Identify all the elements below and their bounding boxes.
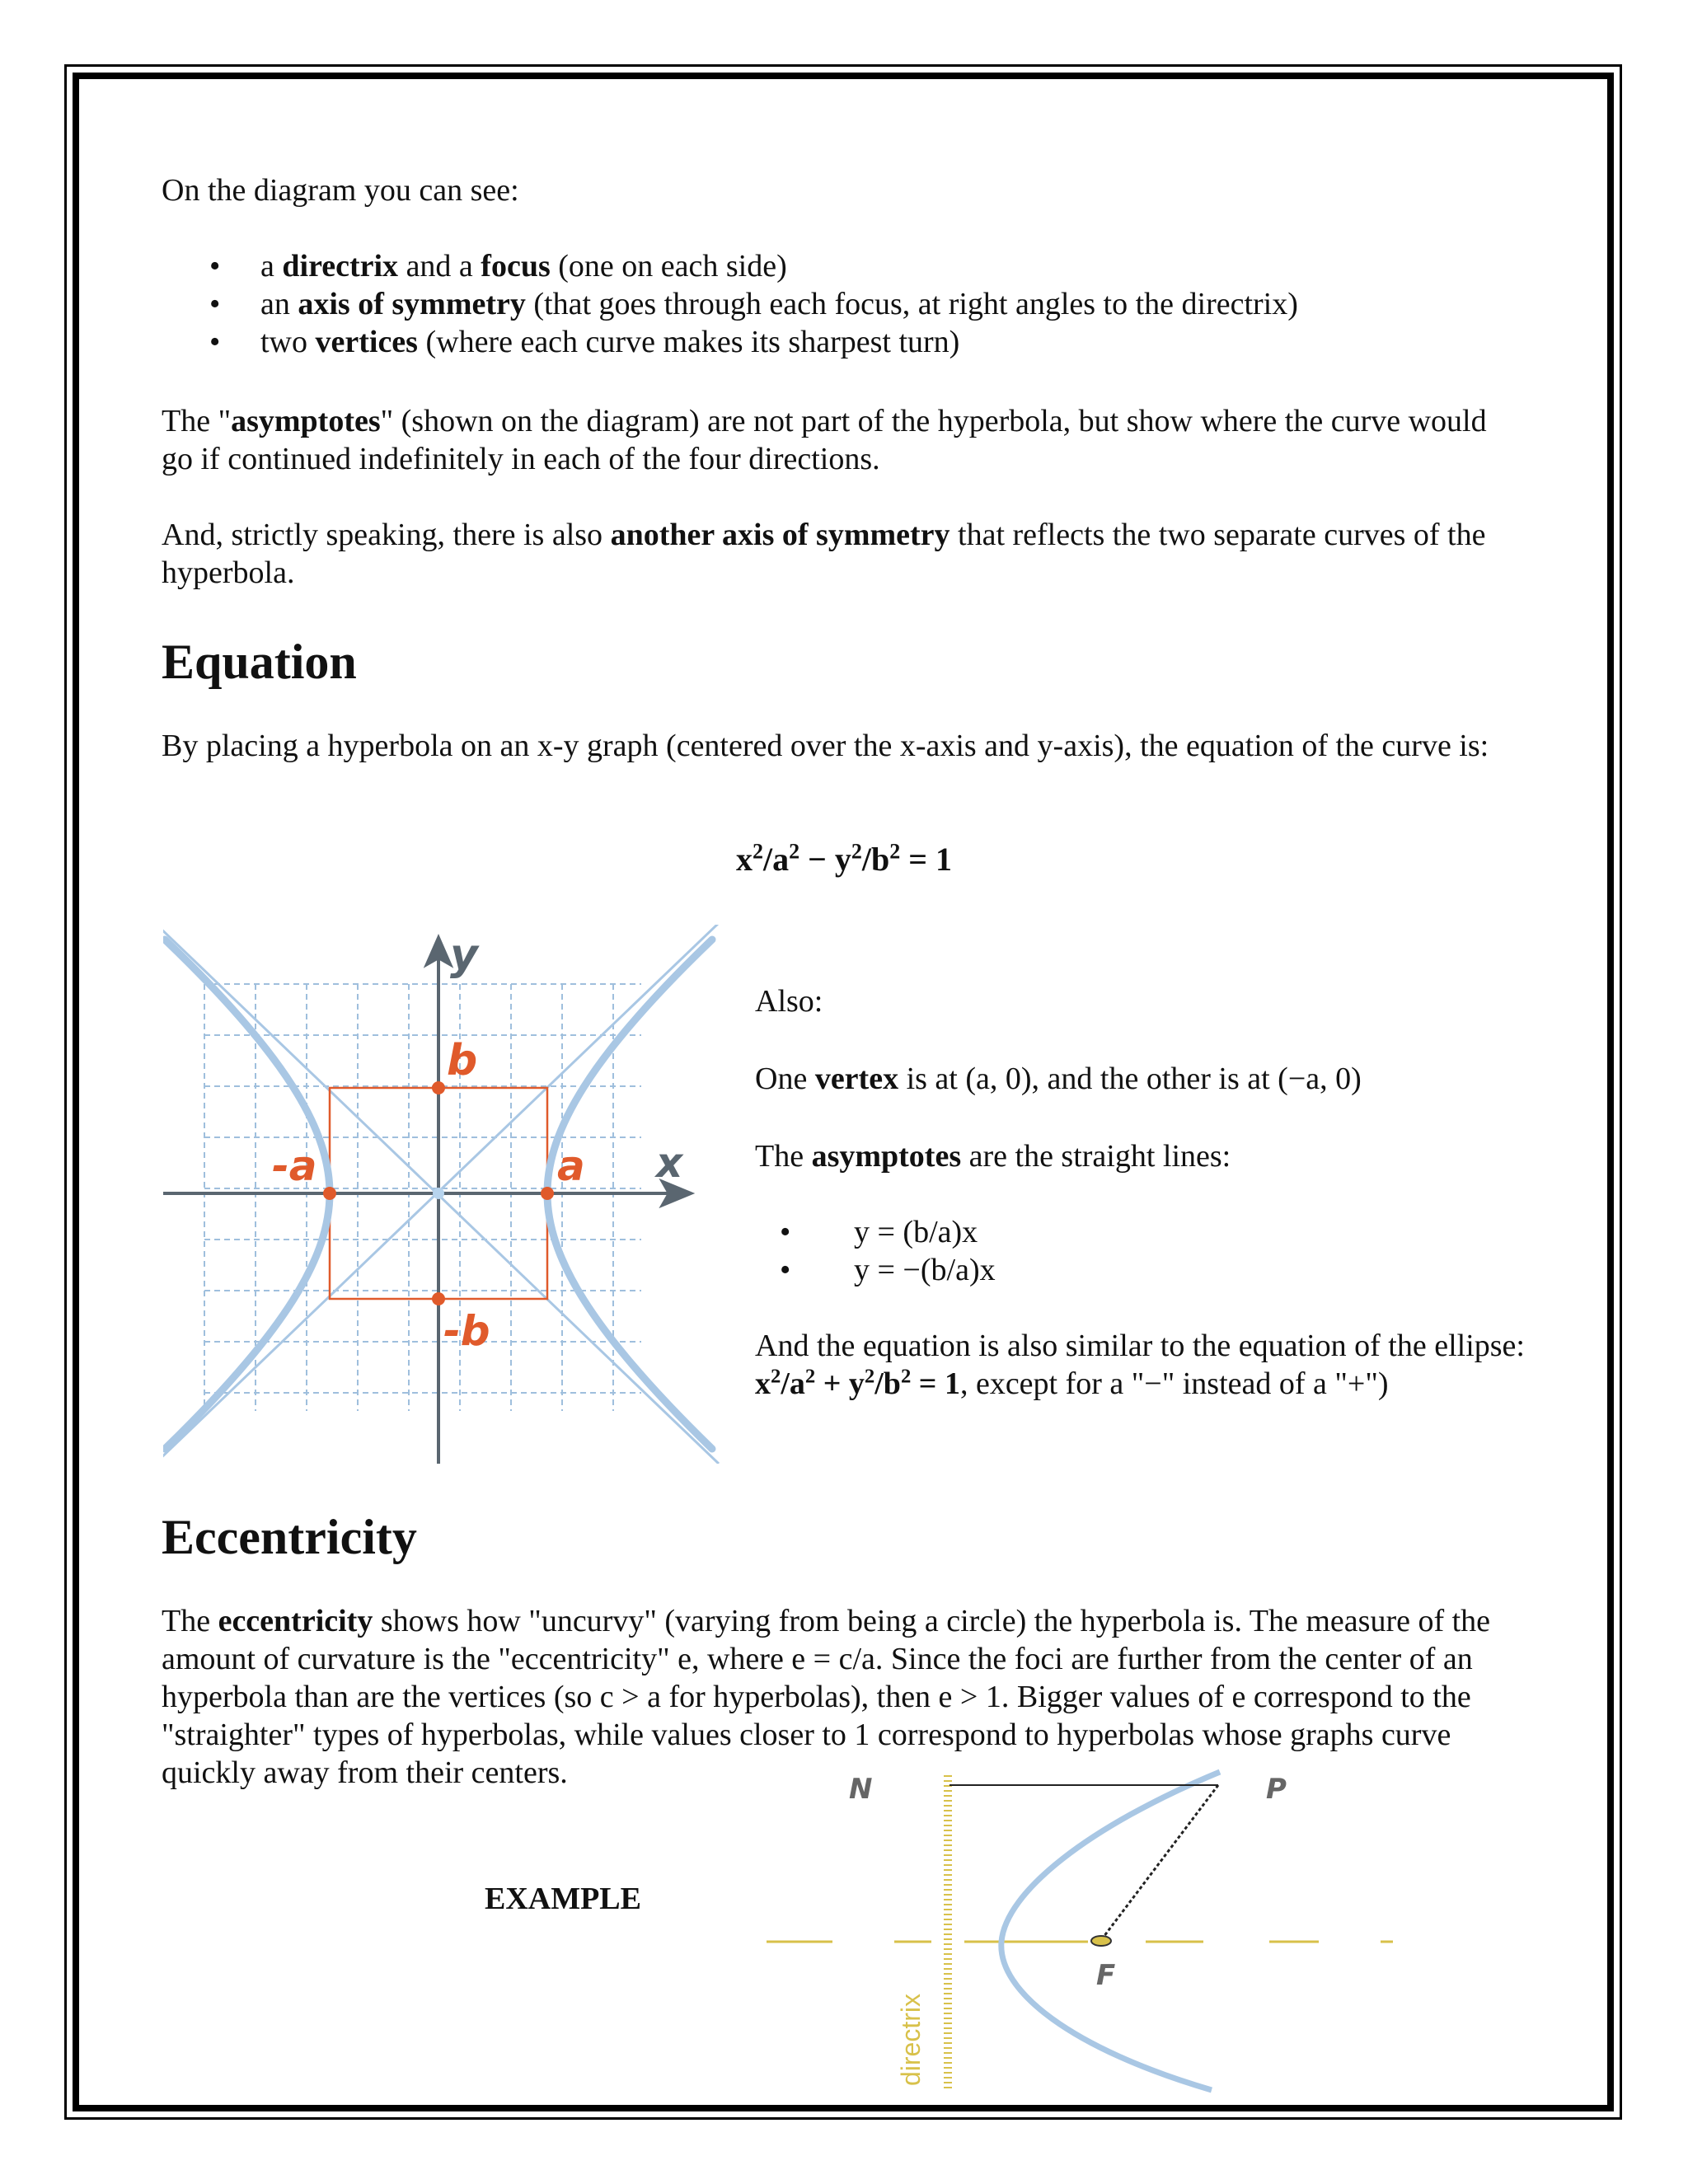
intro-bullet-list xyxy=(162,247,1522,361)
bullet-directrix-focus: • a directrix and a focus (one on each side) xyxy=(162,247,1522,285)
neg-a-label: -a xyxy=(272,1142,317,1190)
pf-line xyxy=(1101,1785,1218,1940)
hyperbola-graph xyxy=(163,925,730,1464)
eccentricity-paragraph: The eccentricity shows how "uncurvy" (varying from being a circle) the hyperbola is. The measure of the amount of curvature is the "eccentricity" e, where e = c/a. Since the foci are further from the center of an hyperbola than are the vertices (so c > a for hyperbolas), then e > 1. Bigger values of e correspond to the "straighter" types of hyperbolas, while values closer to 1 correspond to hyperbolas whose graphs curve quickly away from their centers. xyxy=(162,1604,1491,1790)
bullet-vertices: • two vertices (where each curve makes its sharpest turn) xyxy=(162,323,1522,361)
f-label: F xyxy=(1096,1959,1116,1992)
asymptote-line-negative: • y = −(b/a)x xyxy=(755,1251,1497,1289)
heading-eccentricity: Eccentricity xyxy=(162,1510,417,1564)
eccentricity-example-figure xyxy=(742,1769,1393,2098)
intro-lead: On the diagram you can see: xyxy=(162,173,519,208)
focus-point xyxy=(1091,1936,1111,1946)
n-label: N xyxy=(849,1773,873,1806)
p-label: P xyxy=(1266,1773,1287,1806)
ellipse-comparison: And the equation is also similar to the equation of the ellipse: $x^2/a^2 + y^2/b^2 = 1$, except for a "−" instead of a "+") xyxy=(755,1329,1525,1401)
x-axis-label: x xyxy=(656,1139,683,1187)
equation-paragraph: By placing a hyperbola on an x-y graph (centered over the x-axis and y-axis), the equation of the curve is: xyxy=(162,729,1489,763)
asymptotes-statement: The asymptotes are the straight lines: xyxy=(755,1139,1231,1174)
a-label: a xyxy=(557,1142,585,1190)
bullet-axis-of-symmetry: • an axis of symmetry (that goes through each focus, at right angles to the directrix) xyxy=(162,285,1522,323)
also-label: Also: xyxy=(755,984,823,1019)
b-label: b xyxy=(447,1036,478,1085)
another-axis-paragraph: And, strictly speaking, there is also another axis of symmetry that reflects the two separate curves of the hyperbola. xyxy=(162,518,1486,590)
asymptotes-paragraph: The "asymptotes" (shown on the diagram) are not part of the hyperbola, but show where the curve would go if continued indefinitely in each of the four directions. xyxy=(162,404,1487,476)
hyperbola-equation: $x^2/a^2 - y^2/b^2 = 1$ xyxy=(735,839,953,878)
origin-point xyxy=(433,1188,444,1199)
heading-equation: Equation xyxy=(162,635,357,689)
asymptote-line-positive: • y = (b/a)x xyxy=(755,1213,1497,1251)
example-label: EXAMPLE xyxy=(485,1882,641,1916)
asymptote-line-list xyxy=(755,1213,1497,1289)
neg-b-label: -b xyxy=(443,1307,490,1355)
example-hyperbola-curve xyxy=(1001,1772,1220,2090)
y-axis-label: y xyxy=(450,930,478,980)
directrix-label: directrix xyxy=(896,1993,926,2086)
vertex-statement: One vertex is at (a, 0), and the other is at (−a, 0) xyxy=(755,1062,1362,1096)
